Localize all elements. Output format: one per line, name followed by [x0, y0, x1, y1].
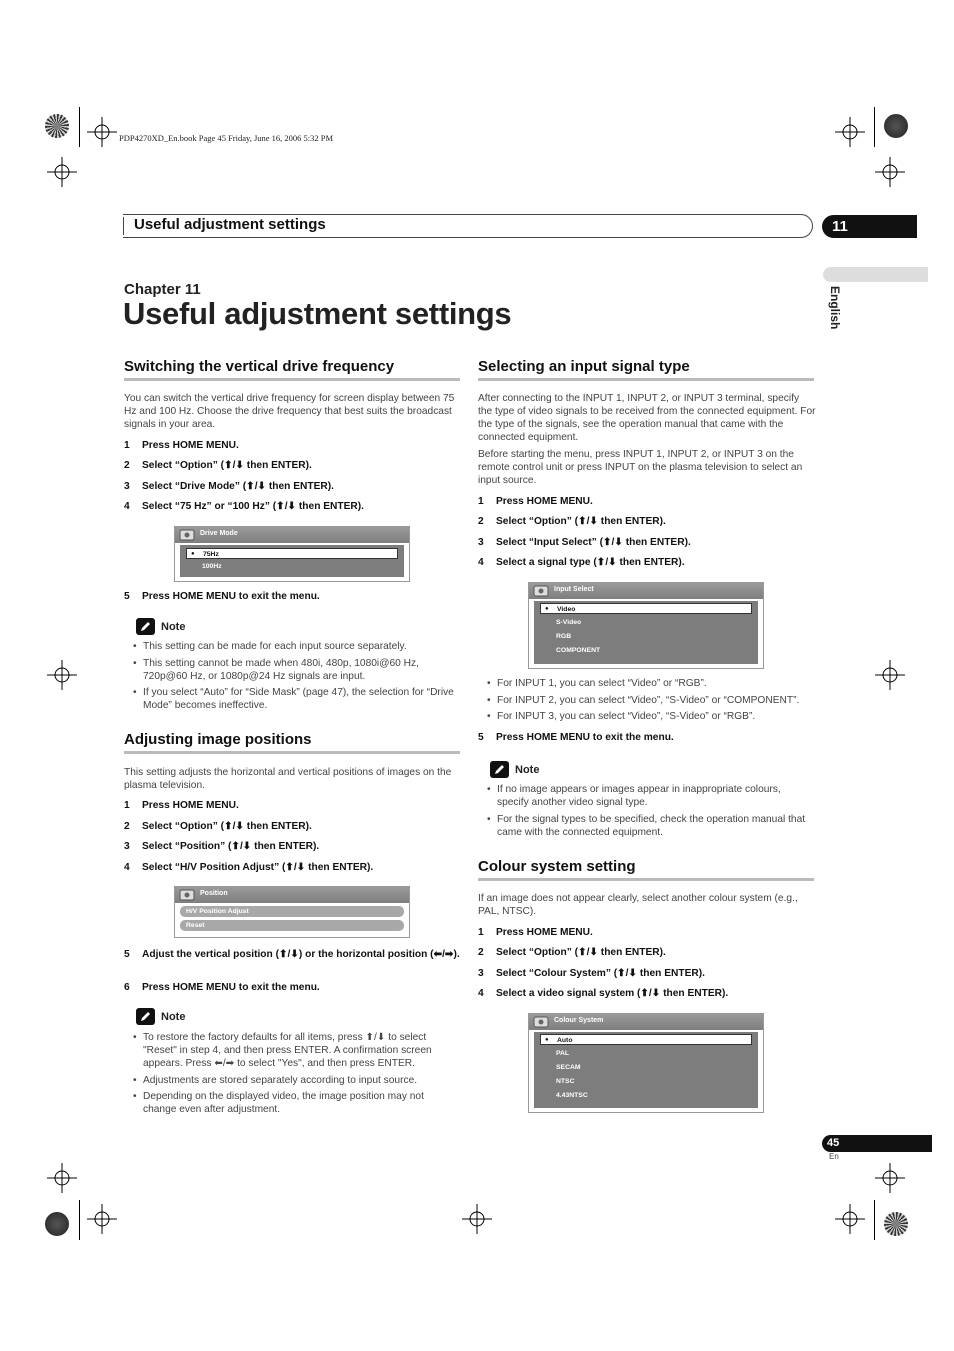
step: 2 Select “Option” (⬆/⬇ then ENTER).: [478, 947, 666, 958]
step: 2 Select “Option” (⬆/⬇ then ENTER).: [478, 516, 666, 527]
menu-icon: [533, 585, 549, 597]
crop-line: [874, 107, 875, 147]
osd-option-component[interactable]: COMPONENT: [556, 647, 601, 654]
note-list: [478, 783, 814, 842]
step: 5 Press HOME MENU to exit the menu.: [124, 591, 320, 602]
paragraph: This setting adjusts the horizontal and vertical positions of images on the plasma television.: [124, 767, 452, 791]
crop-line: [79, 107, 80, 147]
osd-input-select-menu: [528, 582, 764, 669]
note-list: [124, 640, 460, 716]
input-bullet-list: [478, 677, 823, 727]
note-heading: Note: [490, 761, 539, 778]
note-heading: Note: [136, 1008, 185, 1025]
osd-title: Colour System: [554, 1017, 604, 1024]
language-tab: [823, 267, 928, 282]
note-pencil-icon: [490, 761, 509, 778]
osd-option-pal[interactable]: PAL: [556, 1050, 570, 1057]
paragraph: After connecting to the INPUT 1, INPUT 2, or INPUT 3 terminal, specify the type of video signals to be received from the connected equipment. For the type of the signals, see the operation manual that came with the connected equipment.: [478, 393, 816, 443]
note-item: • For the signal types to be specified, check the operation manual that came with the connected equipment.: [478, 813, 814, 839]
step: 4 Select “H/V Position Adjust” (⬆/⬇ then ENTER).: [124, 862, 374, 873]
osd-position-menu: [174, 886, 410, 938]
step: 1 Press HOME MENU.: [124, 800, 239, 811]
halftone-target-icon: [45, 114, 69, 138]
list-item: • For INPUT 1, you can select “Video” or “RGB”.: [478, 677, 823, 690]
registration-mark-icon: [47, 1163, 77, 1193]
menu-icon: [179, 529, 195, 541]
note-item: • To restore the factory defaults for all items, press ⬆/⬇ to select "Reset" in step 4, and then press ENTER. A confirmation screen appears. Press ⬅/➡ to select "Yes", and then press ENTER.: [124, 1031, 460, 1070]
registration-mark-icon: [87, 117, 117, 147]
osd-option-secam[interactable]: SECAM: [556, 1064, 581, 1071]
chapter-label: Chapter 11: [124, 281, 201, 298]
paragraph: If an image does not appear clearly, select another colour system (e.g., PAL, NTSC).: [478, 893, 798, 917]
menu-icon: [533, 1016, 549, 1028]
osd-option-auto[interactable]: ● Auto: [540, 1034, 752, 1045]
step: 2 Select “Option” (⬆/⬇ then ENTER).: [124, 460, 312, 471]
registration-mark-icon: [835, 1204, 865, 1234]
osd-title: Input Select: [554, 586, 594, 593]
osd-option-reset[interactable]: Reset: [180, 920, 404, 931]
osd-title: Position: [200, 890, 228, 897]
osd-option-rgb[interactable]: RGB: [556, 633, 572, 640]
osd-colour-system-menu: [528, 1013, 764, 1113]
halftone-target-icon: [884, 1212, 908, 1236]
crop-line: [79, 1200, 80, 1240]
step: 4 Select a signal type (⬆/⬇ then ENTER).: [478, 557, 685, 568]
step: 6 Press HOME MENU to exit the menu.: [124, 982, 320, 993]
step: 3 Select “Input Select” (⬆/⬇ then ENTER).: [478, 537, 691, 548]
step: 1 Press HOME MENU.: [478, 496, 593, 507]
page-number: 45: [822, 1135, 932, 1152]
note-heading: Note: [136, 618, 185, 635]
registration-mark-icon: [87, 1204, 117, 1234]
note-item: • If you select “Auto” for “Side Mask” (page 47), the selection for “Drive Mode” becomes ineffective.: [124, 686, 460, 712]
step: 1 Press HOME MENU.: [124, 440, 239, 451]
page-lang-code: En: [829, 1152, 839, 1161]
note-item: • Depending on the displayed video, the image position may not change even after adjustment.: [124, 1090, 460, 1116]
osd-drive-mode-menu: [174, 526, 410, 582]
osd-title: Drive Mode: [200, 530, 238, 537]
note-list: [124, 1031, 460, 1120]
note-item: • If no image appears or images appear in inappropriate colours, specify another video signal type.: [478, 783, 814, 809]
step: 1 Press HOME MENU.: [478, 927, 593, 938]
registration-mark-icon: [47, 157, 77, 187]
crop-line: [874, 1200, 875, 1240]
note-item: • This setting can be made for each input source separately.: [124, 640, 460, 653]
osd-option-443ntsc[interactable]: 4.43NTSC: [556, 1092, 588, 1099]
step: 5 Adjust the vertical position (⬆/⬇) or the horizontal position (⬅/➡).: [124, 949, 460, 960]
section-heading-input-signal: Selecting an input signal type: [478, 358, 814, 381]
list-item: • For INPUT 3, you can select “Video”, “S-Video” or “RGB”.: [478, 710, 823, 723]
note-pencil-icon: [136, 618, 155, 635]
step: 3 Select “Drive Mode” (⬆/⬇ then ENTER).: [124, 481, 334, 492]
osd-option-hv-position[interactable]: H/V Position Adjust: [180, 906, 404, 917]
osd-option-ntsc[interactable]: NTSC: [556, 1078, 575, 1085]
paragraph: You can switch the vertical drive frequency for screen display between 75 Hz and 100 Hz. Choose the drive frequency that best suits the broadcast signals in your area.: [124, 393, 455, 430]
step: 4 Select “75 Hz” or “100 Hz” (⬆/⬇ then ENTER).: [124, 501, 365, 512]
osd-option-video[interactable]: ● Video: [540, 603, 752, 614]
section-heading-colour-system: Colour system setting: [478, 858, 814, 881]
note-item: • Adjustments are stored separately according to input source.: [124, 1074, 460, 1087]
file-info: PDP4270XD_En.book Page 45 Friday, June 16, 2006 5:32 PM: [119, 133, 334, 143]
step: 3 Select “Colour System” (⬆/⬇ then ENTER).: [478, 968, 705, 979]
registration-mark-icon: [47, 660, 77, 690]
step: 3 Select “Position” (⬆/⬇ then ENTER).: [124, 841, 320, 852]
section-heading-drive-frequency: Switching the vertical drive frequency: [124, 358, 460, 381]
note-item: • This setting cannot be made when 480i, 480p, 1080i@60 Hz, 720p@60 Hz, or 1080p@24 Hz signals are input.: [124, 657, 460, 683]
step: 2 Select “Option” (⬆/⬇ then ENTER).: [124, 821, 312, 832]
language-label: English: [828, 286, 842, 330]
menu-icon: [179, 889, 195, 901]
step: 4 Select a video signal system (⬆/⬇ then ENTER).: [478, 988, 729, 999]
osd-option-s-video[interactable]: S-Video: [556, 619, 582, 626]
list-item: • For INPUT 2, you can select “Video”, “S-Video” or “COMPONENT”.: [478, 694, 823, 707]
registration-mark-icon: [875, 157, 905, 187]
section-heading-image-positions: Adjusting image positions: [124, 731, 460, 754]
registration-mark-icon: [875, 1163, 905, 1193]
running-header-title: Useful adjustment settings: [134, 216, 326, 233]
osd-option-75hz[interactable]: ● 75Hz: [186, 548, 398, 559]
page-title: Useful adjustment settings: [123, 296, 512, 331]
osd-option-100hz[interactable]: 100Hz: [202, 563, 222, 570]
chapter-tab: 11: [822, 215, 917, 238]
step: 5 Press HOME MENU to exit the menu.: [478, 732, 674, 743]
registration-mark-icon: [462, 1204, 492, 1234]
halftone-target-icon: [884, 114, 908, 138]
note-pencil-icon: [136, 1008, 155, 1025]
halftone-target-icon: [45, 1212, 69, 1236]
paragraph: Before starting the menu, press INPUT 1, INPUT 2, or INPUT 3 on the remote control unit or press INPUT on the plasma television to select an input source.: [478, 449, 803, 486]
registration-mark-icon: [835, 117, 865, 147]
registration-mark-icon: [875, 660, 905, 690]
